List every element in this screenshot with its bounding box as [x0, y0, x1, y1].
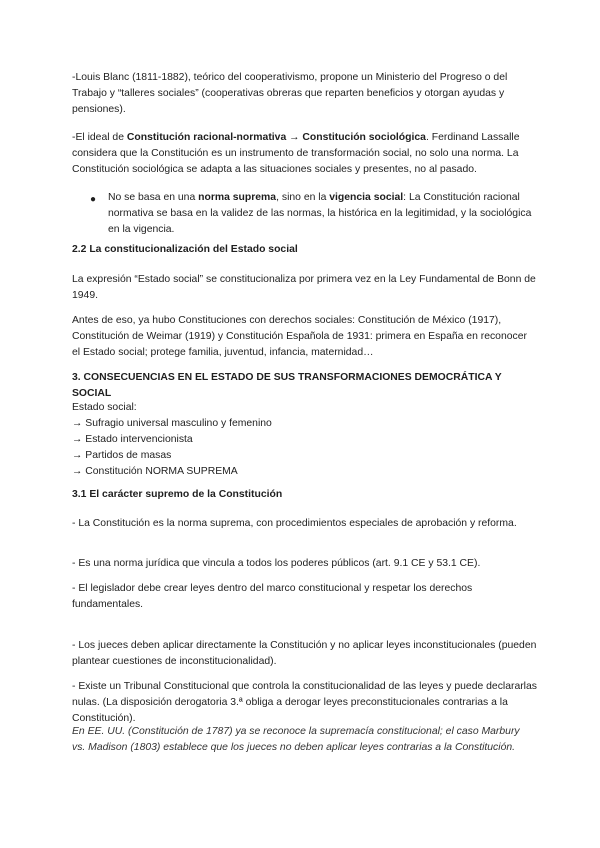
paragraph-text: -Louis Blanc (1811-1882), teórico del cooperativismo, propone un Ministerio del Progreso o del Trabajo y “talleres sociales” (cooperativas obreras que reparten beneficios y otorgan ayudas y pensiones). — [72, 72, 508, 115]
text-run: . Ferdinand Lassalle considera que la Constitución es un instrumento de transformación social, no solo una norma. La Constitución sociológica se adapta a las situaciones sociales y presentes, no al pasado. — [72, 132, 520, 175]
paragraph-marbury-madison: En EE. UU. (Constitución de 1787) ya se reconoce la supremacía constitucional; el caso Marbury vs. Madison (1803) establece que los jueces no deben aplicar leyes contrarias a la Constitución. — [72, 726, 520, 753]
heading-3: 3. CONSECUENCIAS EN EL ESTADO DE SUS TRANSFORMACIONES DEMOCRÁTICA Y SOCIAL — [72, 372, 502, 399]
paragraph-constituciones-sociales: Antes de eso, ya hubo Constituciones con derechos sociales: Constitución de México (1917), Constitución de Weimar (1919) y Constitución Española de 1931: primera en España en reconocer el Estado social; protege familia, juventud, infancia, maternidad… — [72, 315, 527, 358]
paragraph-legislador: - El legislador debe crear leyes dentro del marco constitucional y respetar los derechos fundamentales. — [72, 583, 473, 610]
paragraph-jueces: - Los jueces deben aplicar directamente la Constitución y no aplicar leyes inconstitucionales (pueden plantear cuestiones de inconstitucionalidad). — [72, 640, 537, 667]
text-run: -El ideal de — [72, 132, 127, 143]
bullet-marker: ● — [90, 194, 97, 205]
text-run: , sino en la — [276, 192, 330, 203]
bullet-item-norma — [108, 190, 533, 238]
bold-term: Constitución racional-normativa — [126, 132, 287, 143]
list-item: → Constitución NORMA SUPREMA — [72, 466, 238, 477]
heading-2-2: 2.2 La constitucionalización del Estado social — [72, 244, 298, 255]
estado-social-list — [72, 400, 532, 480]
bold-term: vigencia social — [329, 192, 404, 203]
heading-3-1: 3.1 El carácter supremo de la Constitución — [72, 489, 283, 500]
paragraph-tribunal-constitucional: - Existe un Tribunal Constitucional que controla la constitucionalidad de las leyes y puede declararlas nulas. (La disposición derogatoria 3.ª obliga a derogar leyes preconstitucionales contrarias a la Constitución). — [72, 681, 537, 724]
list-item: → Estado intervencionista — [72, 434, 193, 445]
arrow-symbol: → — [286, 132, 303, 143]
text-run: : La Constitución racional normativa se basa en la validez de las normas, la histórica en la legitimidad, y la sociológica en la vigencia. — [108, 192, 532, 235]
list-label: Estado social: — [72, 402, 137, 413]
paragraph-ley-bonn: La expresión “Estado social” se constitucionaliza por primera vez en la Ley Fundamental de Bonn de 1949. — [72, 274, 536, 301]
text-run: No se basa en una — [108, 192, 199, 203]
paragraph-louis-blanc — [72, 70, 532, 118]
paragraph-constitucion-sociologica — [72, 130, 537, 178]
bold-term: norma suprema — [198, 192, 277, 203]
list-item: → Sufragio universal masculino y femenino — [72, 418, 272, 429]
list-item: → Partidos de masas — [72, 450, 172, 461]
paragraph-norma-juridica: - Es una norma jurídica que vincula a todos los poderes públicos (art. 9.1 CE y 53.1 CE). — [72, 558, 481, 569]
paragraph-norma-suprema: - La Constitución es la norma suprema, con procedimientos especiales de aprobación y reforma. — [72, 518, 517, 529]
bold-term: Constitución sociológica — [302, 132, 426, 143]
